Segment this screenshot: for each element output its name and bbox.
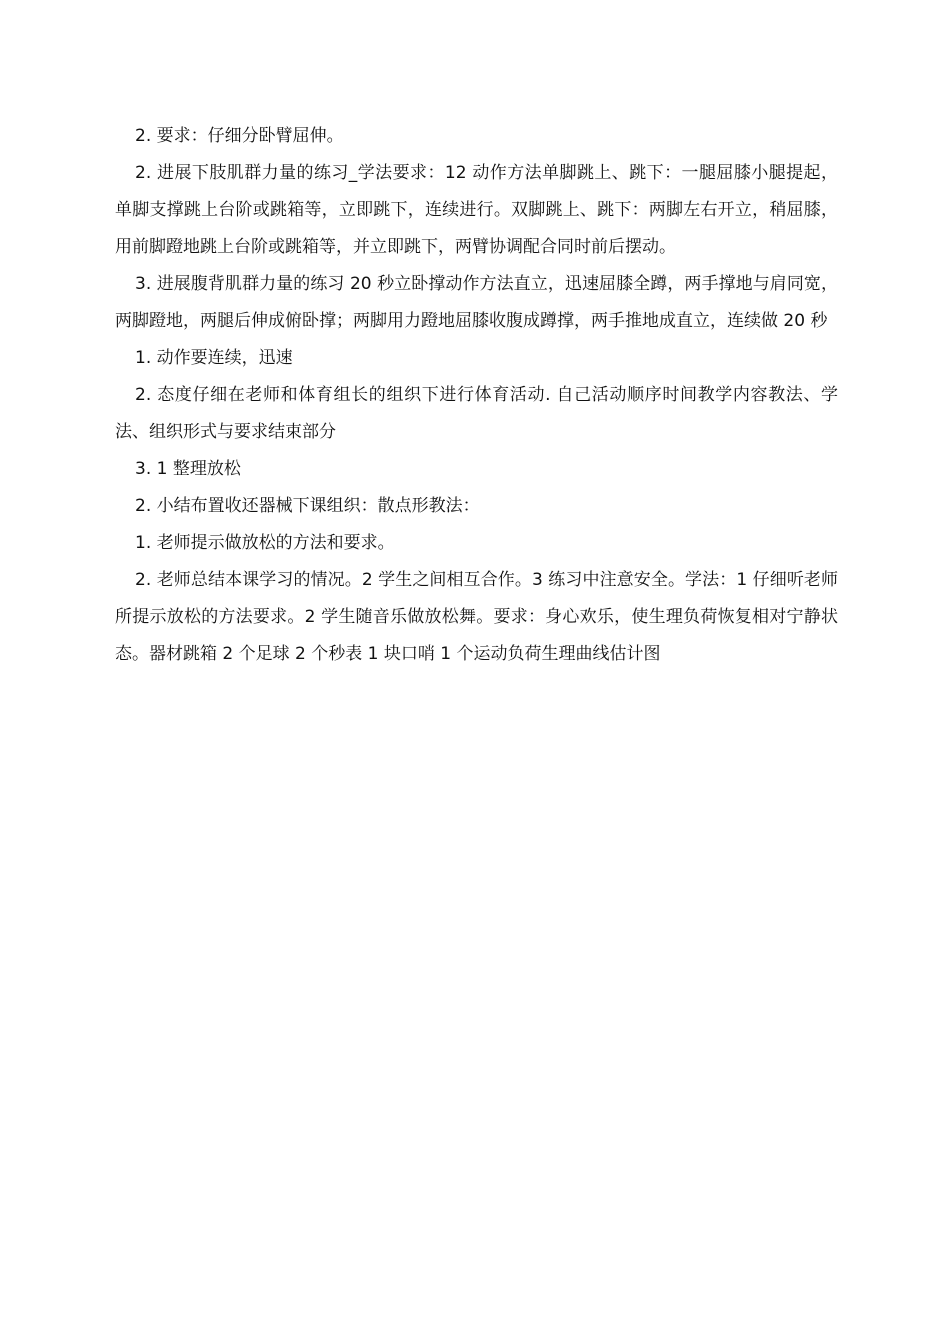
paragraph-8: 1. 老师提示做放松的方法和要求。 [135,533,395,553]
paragraph-7: 2. 小结布置收还器械下课组织：散点形教法： [135,496,480,516]
paragraph-4: 1. 动作要连续，迅速 [135,348,293,368]
paragraph-6: 3. 1 整理放松 [135,459,241,479]
paragraph-5: 2. 态度仔细在老师和体育组长的组织下进行体育活动. 自己活动顺序时间教学内容教法、学法、组织形式与要求结束部分 [115,385,838,442]
paragraph-1: 2. 要求：仔细分卧臂屈伸。 [135,126,344,146]
paragraph-2: 2. 进展下肢肌群力量的练习_学法要求：12 动作方法单脚跳上、跳下：一腿屈膝小腿提起，单脚支撑跳上台阶或跳箱等，立即跳下，连续进行。双脚跳上、跳下：两脚左右开立，稍屈膝，用前脚蹬地跳上台阶或跳箱等，并立即跳下，两臂协调配合同时前后摆动。 [115,163,838,257]
paragraph-9: 2. 老师总结本课学习的情况。2 学生之间相互合作。3 练习中注意安全。学法：1 仔细听老师所提示放松的方法要求。2 学生随音乐做放松舞。要求：身心欢乐，使生理负荷恢复相对宁静状态。器材跳箱 2 个足球 2 个秒表 1 块口哨 1 个运动负荷生理曲线估计图 [115,570,838,664]
paragraph-3: 3. 进展腹背肌群力量的练习 20 秒立卧撑动作方法直立，迅速屈膝全蹲，两手撑地与肩同宽，两脚蹬地，两腿后伸成俯卧撑；两脚用力蹬地屈膝收腹成蹲撑，两手推地成直立，连续做 20 秒 [115,274,838,331]
document-body [115,118,838,673]
